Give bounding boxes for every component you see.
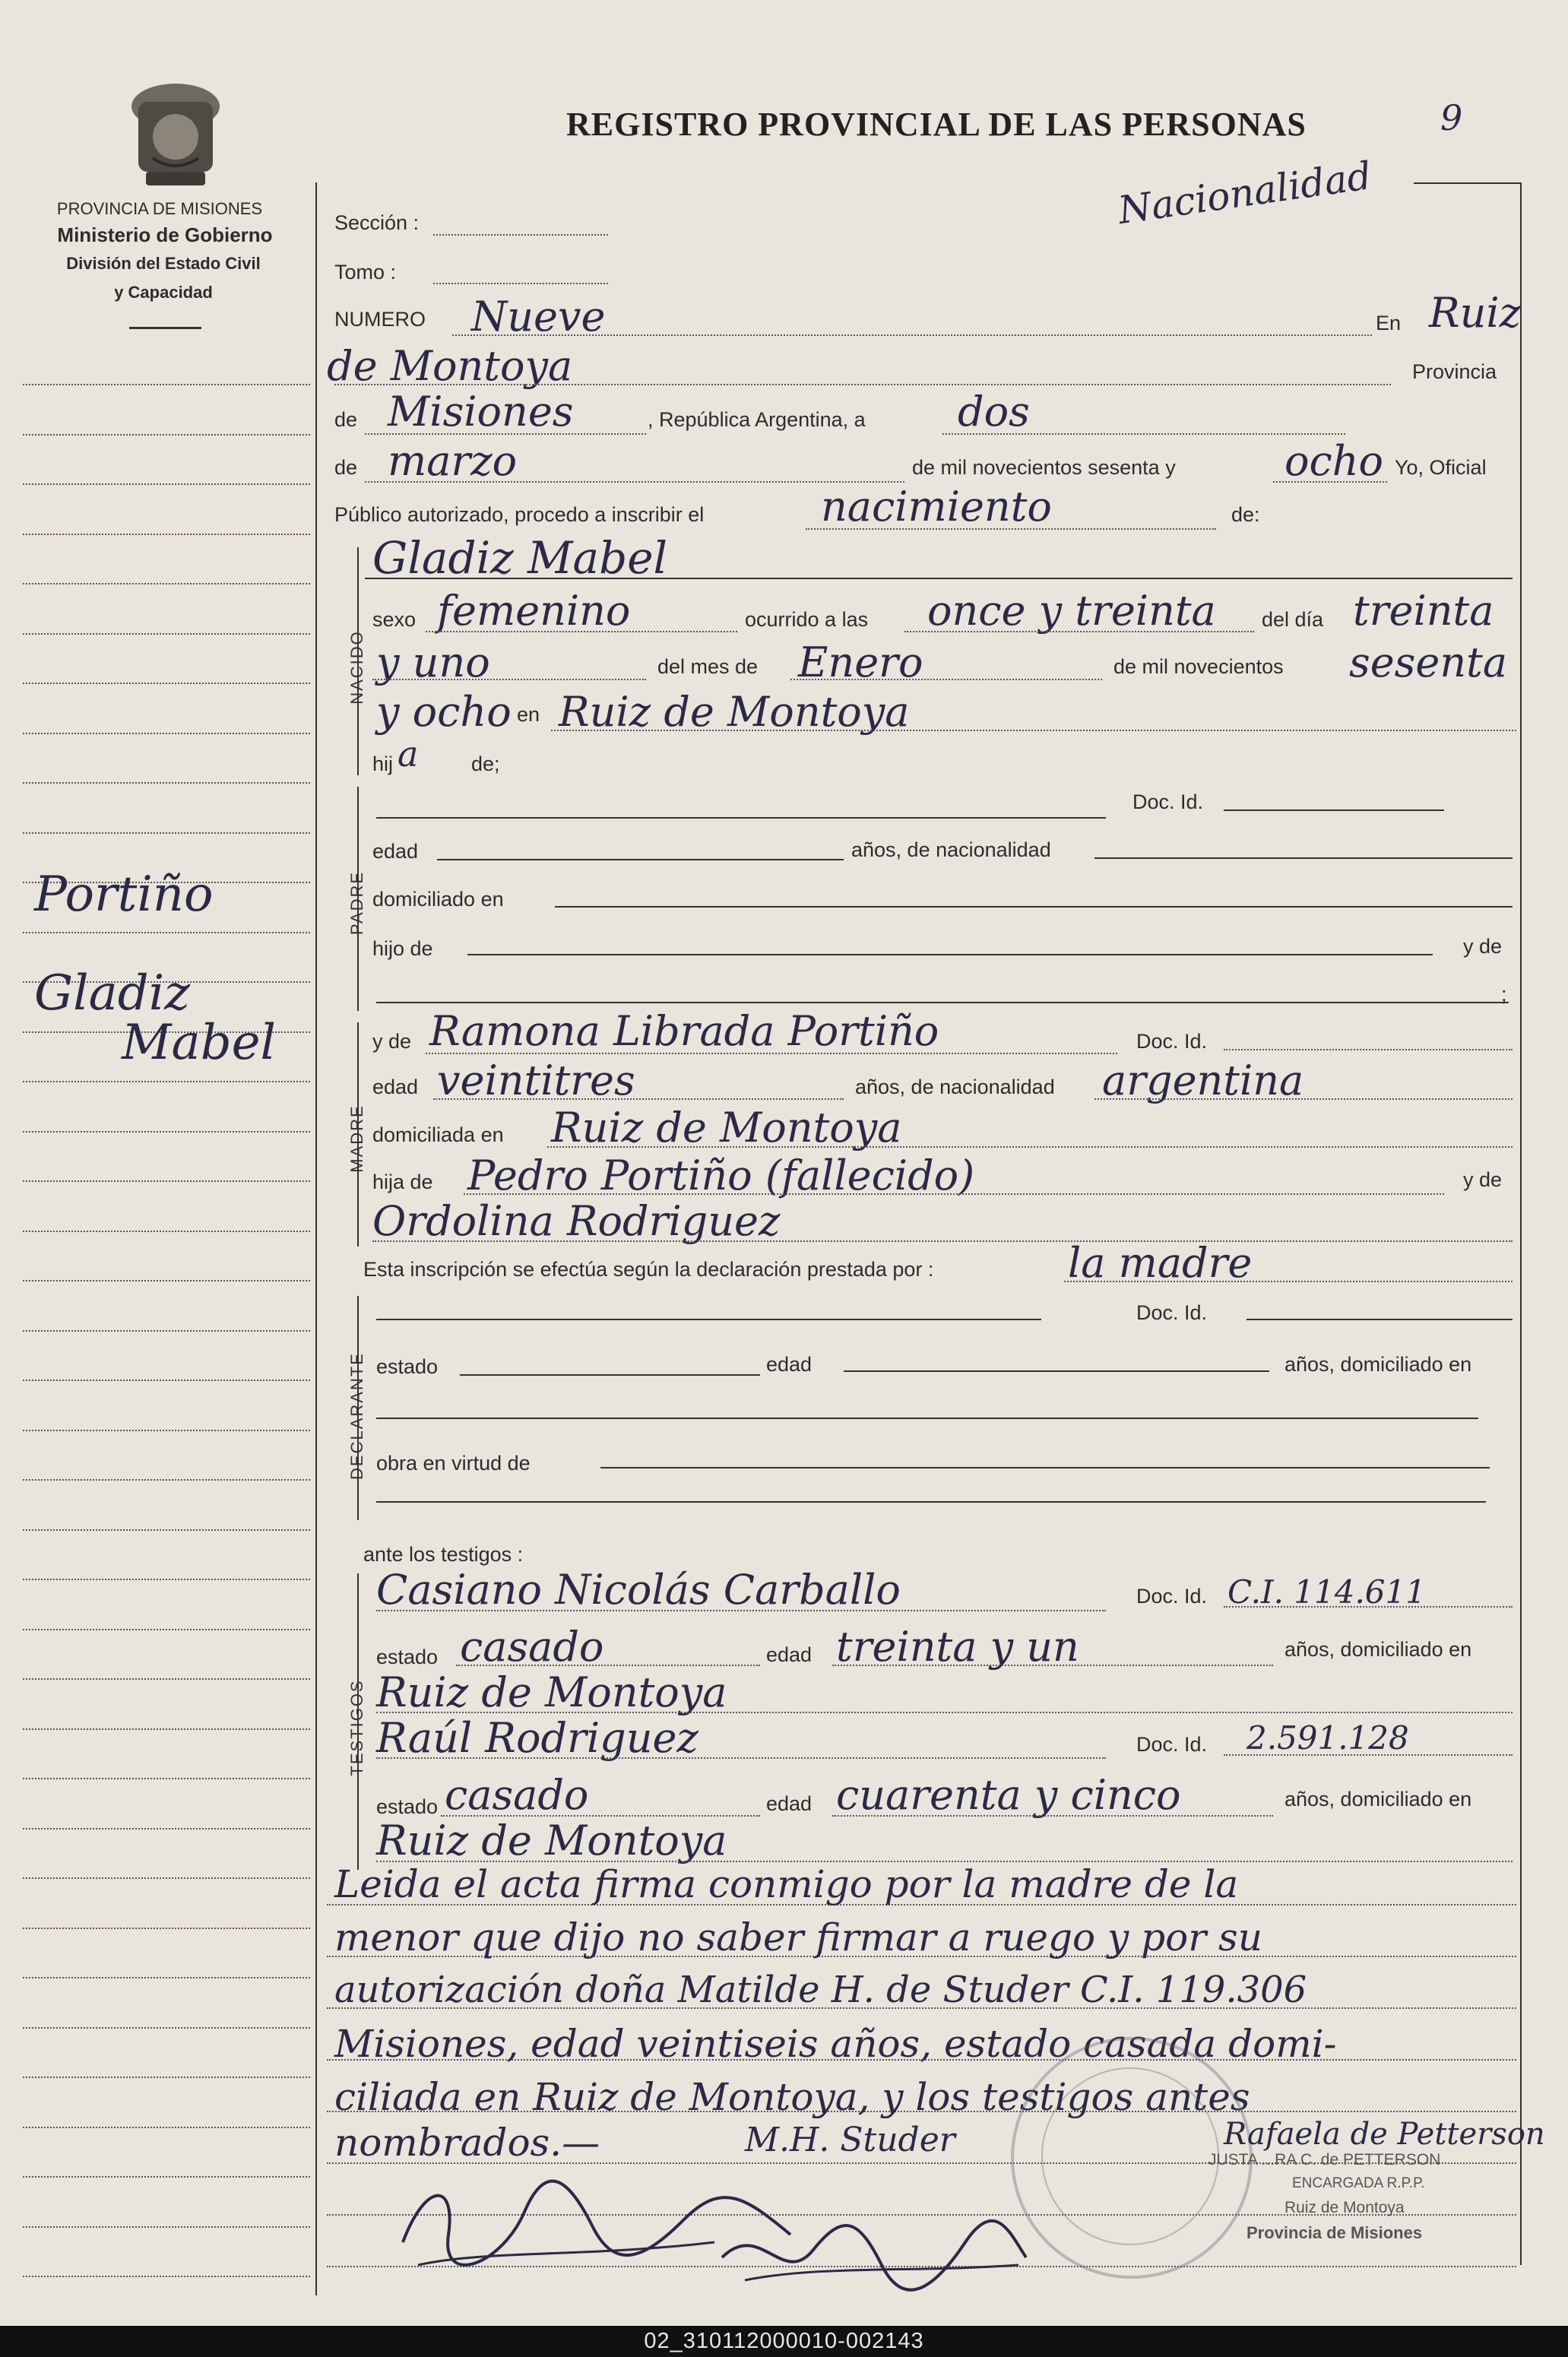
- madre-nac-value: argentina: [1102, 1057, 1304, 1104]
- label-de-2: de: [334, 456, 358, 479]
- provincia-field: [365, 433, 646, 435]
- margin-ruling-line: [23, 1180, 310, 1182]
- madre-edad-value: veintitres: [437, 1057, 635, 1104]
- testigo1-edad-field: [832, 1665, 1273, 1666]
- declarante-field-top: [1064, 1281, 1513, 1282]
- label-sexo: sexo: [372, 608, 417, 631]
- testigo1-doc-value: C.I. 114.611: [1227, 1573, 1426, 1611]
- madre-doc-field: [1224, 1049, 1513, 1050]
- closing-line-6: nombrados.—: [334, 2121, 600, 2165]
- anio-value: ocho: [1284, 437, 1384, 485]
- label-doc-id-madre: Doc. Id.: [1136, 1030, 1208, 1053]
- testigo2-estado-value: casado: [445, 1771, 589, 1819]
- acto-field: [806, 528, 1216, 530]
- nombre-value: Gladiz Mabel: [372, 532, 668, 584]
- label-yo-oficial: Yo, Oficial: [1395, 456, 1487, 479]
- province-name: PROVINCIA DE MISIONES: [56, 199, 263, 218]
- hija-suffix: a: [398, 733, 419, 775]
- margin-ruling-line: [23, 932, 310, 933]
- label-estado-t1: estado: [376, 1646, 439, 1668]
- madre-nac-field: [1094, 1098, 1513, 1100]
- margin-ruling-line: [23, 1579, 310, 1580]
- dia-value: dos: [958, 388, 1030, 436]
- margin-ruling-line: [23, 1081, 310, 1082]
- testigo1-dom-field: [376, 1712, 1513, 1713]
- testigo1-doc-field: [1224, 1606, 1513, 1608]
- madre-madre-value: Ordolina Rodriguez: [372, 1197, 781, 1245]
- margin-ruling-line: [23, 832, 310, 834]
- label-de-1: de: [334, 408, 358, 431]
- declarante-estado-field: [460, 1374, 760, 1376]
- lugar-nac-field: [551, 730, 1516, 731]
- testigo1-edad-value: treinta y un: [836, 1623, 1079, 1671]
- madre-dom-value: Ruiz de Montoya: [551, 1104, 902, 1152]
- madre-nombre-field: [426, 1053, 1117, 1054]
- label-y-de-madre: y de: [372, 1030, 412, 1053]
- margin-ruling-line: [23, 2176, 310, 2178]
- label-obra: obra en virtud de: [376, 1452, 531, 1475]
- margin-rule: [315, 182, 317, 2295]
- label-edad-madre: edad: [372, 1076, 419, 1098]
- testigo2-edad-value: cuarenta y cinco: [836, 1771, 1181, 1819]
- label-tomo: Tomo :: [334, 261, 397, 284]
- provincial-emblem-icon: [108, 76, 243, 190]
- division-name: División del Estado Civil: [66, 254, 261, 273]
- margin-ruling-line: [23, 2276, 310, 2277]
- page-title: REGISTRO PROVINCIAL DE LAS PERSONAS: [566, 106, 1307, 143]
- padre-padres-field: [467, 954, 1433, 955]
- label-republica: , República Argentina, a: [648, 408, 866, 431]
- margin-ruling-line: [23, 583, 310, 584]
- margin-ruling-line: [23, 1380, 310, 1381]
- right-rule: [1520, 182, 1522, 2265]
- stamp-line-3: Ruiz de Montoya: [1284, 2199, 1405, 2216]
- witness-signature-2: [714, 2189, 1034, 2303]
- margin-ruling-line: [23, 2226, 310, 2228]
- label-de-mil-nov: de mil novecientos: [1113, 655, 1284, 678]
- label-anios-nac-madre: años, de nacionalidad: [855, 1076, 1055, 1098]
- label-hija: hij: [372, 752, 394, 775]
- closing-line-1: Leida el acta firma conmigo por la madre de la: [334, 1862, 1239, 1906]
- label-estado-t2: estado: [376, 1795, 439, 1818]
- margin-ruling-line: [23, 434, 310, 436]
- label-en: En: [1376, 312, 1402, 334]
- label-hijo-de: hijo de: [372, 937, 433, 960]
- label-madre: MADRE: [347, 1104, 366, 1173]
- label-doc-id-t2: Doc. Id.: [1136, 1733, 1208, 1756]
- margin-ruling-line: [23, 1977, 310, 1978]
- label-padre: PADRE: [347, 870, 366, 936]
- margin-ruling-line: [23, 1877, 310, 1879]
- stamp-line-2: ENCARGADA R.P.P.: [1292, 2175, 1425, 2191]
- label-nacido: NACIDO: [347, 630, 366, 705]
- margin-ruling-line: [23, 1728, 310, 1730]
- margin-ruling-line: [23, 2127, 310, 2128]
- margin-ruling-line: [23, 1280, 310, 1281]
- label-numero: NUMERO: [334, 308, 426, 331]
- nombre-field: [365, 578, 1513, 579]
- margin-ruling-line: [23, 1678, 310, 1680]
- label-edad-t2: edad: [766, 1792, 813, 1815]
- margin-ruling-line: [23, 2077, 310, 2078]
- margin-ruling-line: [23, 1828, 310, 1830]
- margin-ruling-line: [23, 633, 310, 635]
- label-edad-t1: edad: [766, 1643, 813, 1666]
- label-del-dia: del día: [1262, 608, 1324, 631]
- header-divider: [129, 327, 201, 329]
- margin-ruling-line: [23, 733, 310, 734]
- lugar-field: [334, 384, 1391, 385]
- margin-ruling-line: [23, 384, 310, 385]
- label-semicolon: ;: [1501, 983, 1507, 1006]
- margin-ruling-line: [23, 782, 310, 784]
- margin-ruling-line: [23, 1529, 310, 1531]
- label-del-mes: del mes de: [657, 655, 759, 678]
- margin-ruling-line: [23, 1479, 310, 1481]
- label-de-mil: de mil novecientos sesenta y: [912, 456, 1176, 479]
- testigo1-value: Casiano Nicolás Carballo: [376, 1566, 901, 1614]
- obra-field-2: [376, 1501, 1486, 1503]
- label-anios-dom-t1: años, domiciliado en: [1284, 1638, 1472, 1661]
- label-anios-dom-t2: años, domiciliado en: [1284, 1788, 1472, 1811]
- label-edad-declarante: edad: [766, 1353, 813, 1376]
- footer-image-id: 02_310112000010-002143: [644, 2329, 924, 2353]
- label-esta-inscripcion: Esta inscripción se efectúa según la declaración prestada por :: [363, 1258, 934, 1281]
- label-publico: Público autorizado, procedo a inscribir el: [334, 503, 705, 526]
- margin-ruling-line: [23, 1231, 310, 1232]
- sexo-field: [426, 631, 737, 632]
- mes-value: marzo: [388, 437, 518, 485]
- testigo1-field: [376, 1610, 1106, 1611]
- madre-madre-field: [372, 1240, 1513, 1242]
- label-ante-testigos: ante los testigos :: [363, 1543, 524, 1566]
- testigo2-doc-field: [1224, 1754, 1513, 1756]
- tomo-field: [433, 283, 608, 284]
- testigo2-edad-field: [832, 1815, 1273, 1817]
- madre-padre-field: [464, 1193, 1444, 1195]
- numero-field: [452, 334, 1372, 336]
- testigo2-doc-value: 2.591.128: [1246, 1719, 1409, 1757]
- label-seccion: Sección :: [334, 211, 420, 234]
- margin-ruling-line: [23, 1778, 310, 1779]
- declarante-edad-field: [844, 1370, 1269, 1372]
- margin-ruling-line: [23, 1330, 310, 1332]
- closing-line-3: autorización doña Matilde H. de Studer C.I. 119.306: [334, 1969, 1307, 2011]
- margin-ruling-line: [23, 1629, 310, 1630]
- label-domiciliada: domiciliada en: [372, 1123, 504, 1146]
- mes-nac-value: Enero: [798, 638, 923, 686]
- declarante-doc-field: [1246, 1319, 1513, 1320]
- anio-field: [1273, 481, 1387, 483]
- header-annotation: Nacionalidad: [1115, 153, 1374, 233]
- top-right-rule: [1414, 182, 1520, 184]
- label-de-colon: de:: [1231, 503, 1260, 526]
- obra-field: [600, 1467, 1490, 1468]
- margin-ruling-line: [23, 2027, 310, 2029]
- madre-dom-field: [547, 1146, 1513, 1148]
- padre-doc-field: [1224, 809, 1444, 811]
- ministry-name: Ministerio de Gobierno: [57, 223, 273, 246]
- footer-bar: [0, 2326, 1568, 2357]
- margin-ruling-line: [23, 1928, 310, 1929]
- division-name-2: y Capacidad: [114, 283, 213, 302]
- margin-given-2: Mabel: [122, 1015, 276, 1071]
- label-de-semicolon: de;: [471, 752, 500, 775]
- declarante-value: la madre: [1068, 1239, 1253, 1287]
- hora-value: once y treinta: [927, 587, 1216, 635]
- testigo1-dom-value: Ruiz de Montoya: [376, 1668, 727, 1716]
- label-y-de-madre-2: y de: [1463, 1168, 1503, 1191]
- declarante-dom-field: [376, 1418, 1478, 1419]
- en-value: Ruiz: [1429, 289, 1522, 337]
- hora-field: [904, 631, 1254, 632]
- testigo2-field: [376, 1757, 1106, 1759]
- anio-nac-value: sesenta: [1349, 638, 1508, 686]
- label-provincia: Provincia: [1412, 360, 1497, 383]
- margin-surname: Portiño: [34, 866, 214, 923]
- madre-padre-value: Pedro Portiño (fallecido): [467, 1152, 975, 1199]
- margin-given-1: Gladiz: [34, 965, 190, 1022]
- madre-edad-field: [433, 1098, 844, 1100]
- anio-nac-value-2: y ocho: [376, 688, 512, 736]
- label-edad-padre: edad: [372, 840, 419, 863]
- label-anios-nac-padre: años, de nacionalidad: [851, 838, 1051, 861]
- testigo2-dom-value: Ruiz de Montoya: [376, 1817, 727, 1864]
- label-declarante: DECLARANTE: [347, 1352, 366, 1480]
- stamp-line-4: Provincia de Misiones: [1246, 2223, 1423, 2242]
- lugar-nac-value: Ruiz de Montoya: [559, 688, 910, 736]
- page-number: 9: [1440, 97, 1463, 138]
- label-en-2: en: [517, 703, 540, 726]
- testigo2-value: Raúl Rodriguez: [376, 1714, 698, 1762]
- closing-line-4: Misiones, edad veintiseis años, estado casada domi-: [334, 2022, 1337, 2066]
- acto-value: nacimiento: [821, 483, 1052, 531]
- margin-ruling-line: [23, 683, 310, 684]
- margin-ruling-line: [23, 534, 310, 535]
- closing-line-5: ciliada en Ruiz de Montoya, y los testigos antes: [334, 2075, 1250, 2119]
- label-doc-id-t1: Doc. Id.: [1136, 1585, 1208, 1608]
- testigo1-estado-field: [456, 1665, 760, 1666]
- sexo-value: femenino: [437, 587, 631, 635]
- padre-nac-field: [1094, 857, 1513, 859]
- numero-value: Nueve: [471, 293, 606, 341]
- padre-madre-field: [376, 1002, 1509, 1003]
- dia-nac-value: treinta: [1353, 587, 1494, 635]
- label-hija-de: hija de: [372, 1171, 433, 1193]
- testigo1-estado-value: casado: [460, 1623, 604, 1671]
- declarante-name-field: [376, 1319, 1041, 1320]
- studer-signature: M.H. Studer: [745, 2121, 955, 2159]
- dia-nac-field: [372, 679, 646, 680]
- mes-nac-field: [790, 679, 1102, 680]
- label-doc-id-padre: Doc. Id.: [1132, 790, 1204, 813]
- padre-edad-field: [437, 859, 844, 860]
- seal-stamp-inner: [1041, 2067, 1219, 2245]
- label-estado-declarante: estado: [376, 1355, 439, 1378]
- padre-name-field: [376, 817, 1106, 819]
- closing-line-2: menor que dijo no saber firmar a ruego y por su: [334, 1915, 1262, 1959]
- margin-ruling-line: [23, 1430, 310, 1431]
- margin-ruling-line: [23, 1131, 310, 1133]
- lugar-value: de Montoya: [327, 342, 573, 390]
- padre-dom-field: [555, 906, 1513, 908]
- madre-nombre-value: Ramona Librada Portiño: [429, 1007, 939, 1055]
- label-domiciliado-padre: domiciliado en: [372, 888, 504, 911]
- label-doc-id-declarante: Doc. Id.: [1136, 1301, 1208, 1324]
- dia-field: [942, 433, 1345, 435]
- label-y-de-padre: y de: [1463, 935, 1503, 958]
- seccion-field: [433, 234, 608, 236]
- label-ocurrido: ocurrido a las: [745, 608, 869, 631]
- oficial-signature: Rafaela de Petterson: [1224, 2117, 1545, 2152]
- label-anios-dom-declarante: años, domiciliado en: [1284, 1353, 1472, 1376]
- stamp-line-1: JUSTA ...RA C. de PETTERSON: [1208, 2151, 1441, 2169]
- label-testigos: TESTIGOS: [347, 1679, 366, 1776]
- dia-nac-value-2: y uno: [376, 638, 490, 686]
- provincia-value: Misiones: [388, 388, 574, 436]
- margin-ruling-line: [23, 483, 310, 485]
